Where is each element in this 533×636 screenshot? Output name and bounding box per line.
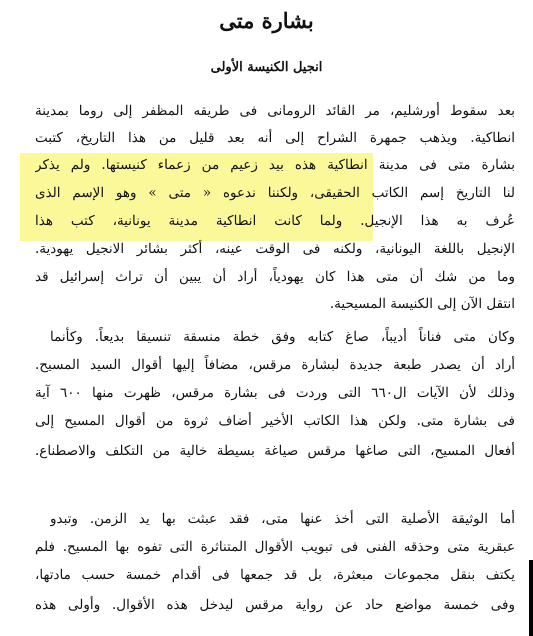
text-line: انطاكية. ويذهب جمهرة الشراح إلى أنه بعد قليل من هذا التاريخ، كتبت: [35, 130, 515, 146]
page-title: بشارة متى: [219, 8, 314, 33]
text-line: وذلك لأن الآيات ال٦٦٠ التى وردت فى بشارة مرقس، ظهرت منها ٦٠٠ آية: [35, 385, 515, 401]
text-line: يكتف بنقل مجموعات مبعثرة، بل قد جمعها فى أقدام خمسة حسب مادتها،: [35, 567, 515, 583]
text-line: فى بشارة متى. ولكن هذا الكاتب الأخير أضاف ثروة من أقوال المسيح إلى: [35, 413, 515, 429]
text-line-highlighted: لنا التاريخ إسم الكاتب الحقيقى، ولكننا ندعوه « متى » وهو الإسم الذى: [35, 185, 515, 201]
text-line: أما الوثيقة الأصلية التى أخذ عنها متى، فقد عبثت بها يد الزمن. وتبدو: [50, 511, 515, 527]
text-line: بشارة متى فى مدينة انطاكية هذه بيد زعيم من زعماء كنيستها. ولم يذكر: [35, 157, 515, 173]
text-line: الإنجيل باللغة اليونانية، ولكنه فى الوقت عينه، أكثر بشائر الانجيل يهودية.: [35, 241, 515, 257]
section-subtitle: انجيل الكنيسة الأولى: [210, 60, 323, 75]
text-line: عبقرية متى وحذقه الفنى فى تبويب الأقوال المتناثرة التى تفوه بها المسيح. فلم: [35, 539, 515, 555]
text-line: انتقل الآن إلى الكنيسة المسيحية.: [329, 296, 515, 312]
text-line: أراد أن يصدر طبعة جديدة لبشارة مرقس، مضافاً إليها أقوال السيد المسيح.: [35, 357, 515, 373]
text-line-highlighted: عُرف به هذا الإنجيل. ولما كانت انطاكية مدينة يونانية، كتب هذا: [35, 213, 515, 229]
page-edge: [529, 560, 533, 636]
text-line: وكان متى فناناً أديباً، صاغ كتابه وفق خطة منسقة تنسيقا بديعاً. وكأنما: [50, 329, 515, 345]
text-line: وفى خمسة مواضع حاد عن رواية مرقس ليدخل هذه الأقوال. وأولى هذه: [35, 597, 515, 613]
text-line: بعد سقوط أورشليم، مر القائد الرومانى فى طريقه المظفر إلى روما بمدينة: [35, 103, 515, 119]
text-line: وما من شك أن متى هذا كان يهودياً، أراد أن يبين أن تراث إسرائيل قد: [35, 269, 515, 285]
text-line: أفعال المسيح، التى صاغها مرقس صياغة بسيطة خالية من التكلف والاصطناع.: [35, 443, 515, 459]
